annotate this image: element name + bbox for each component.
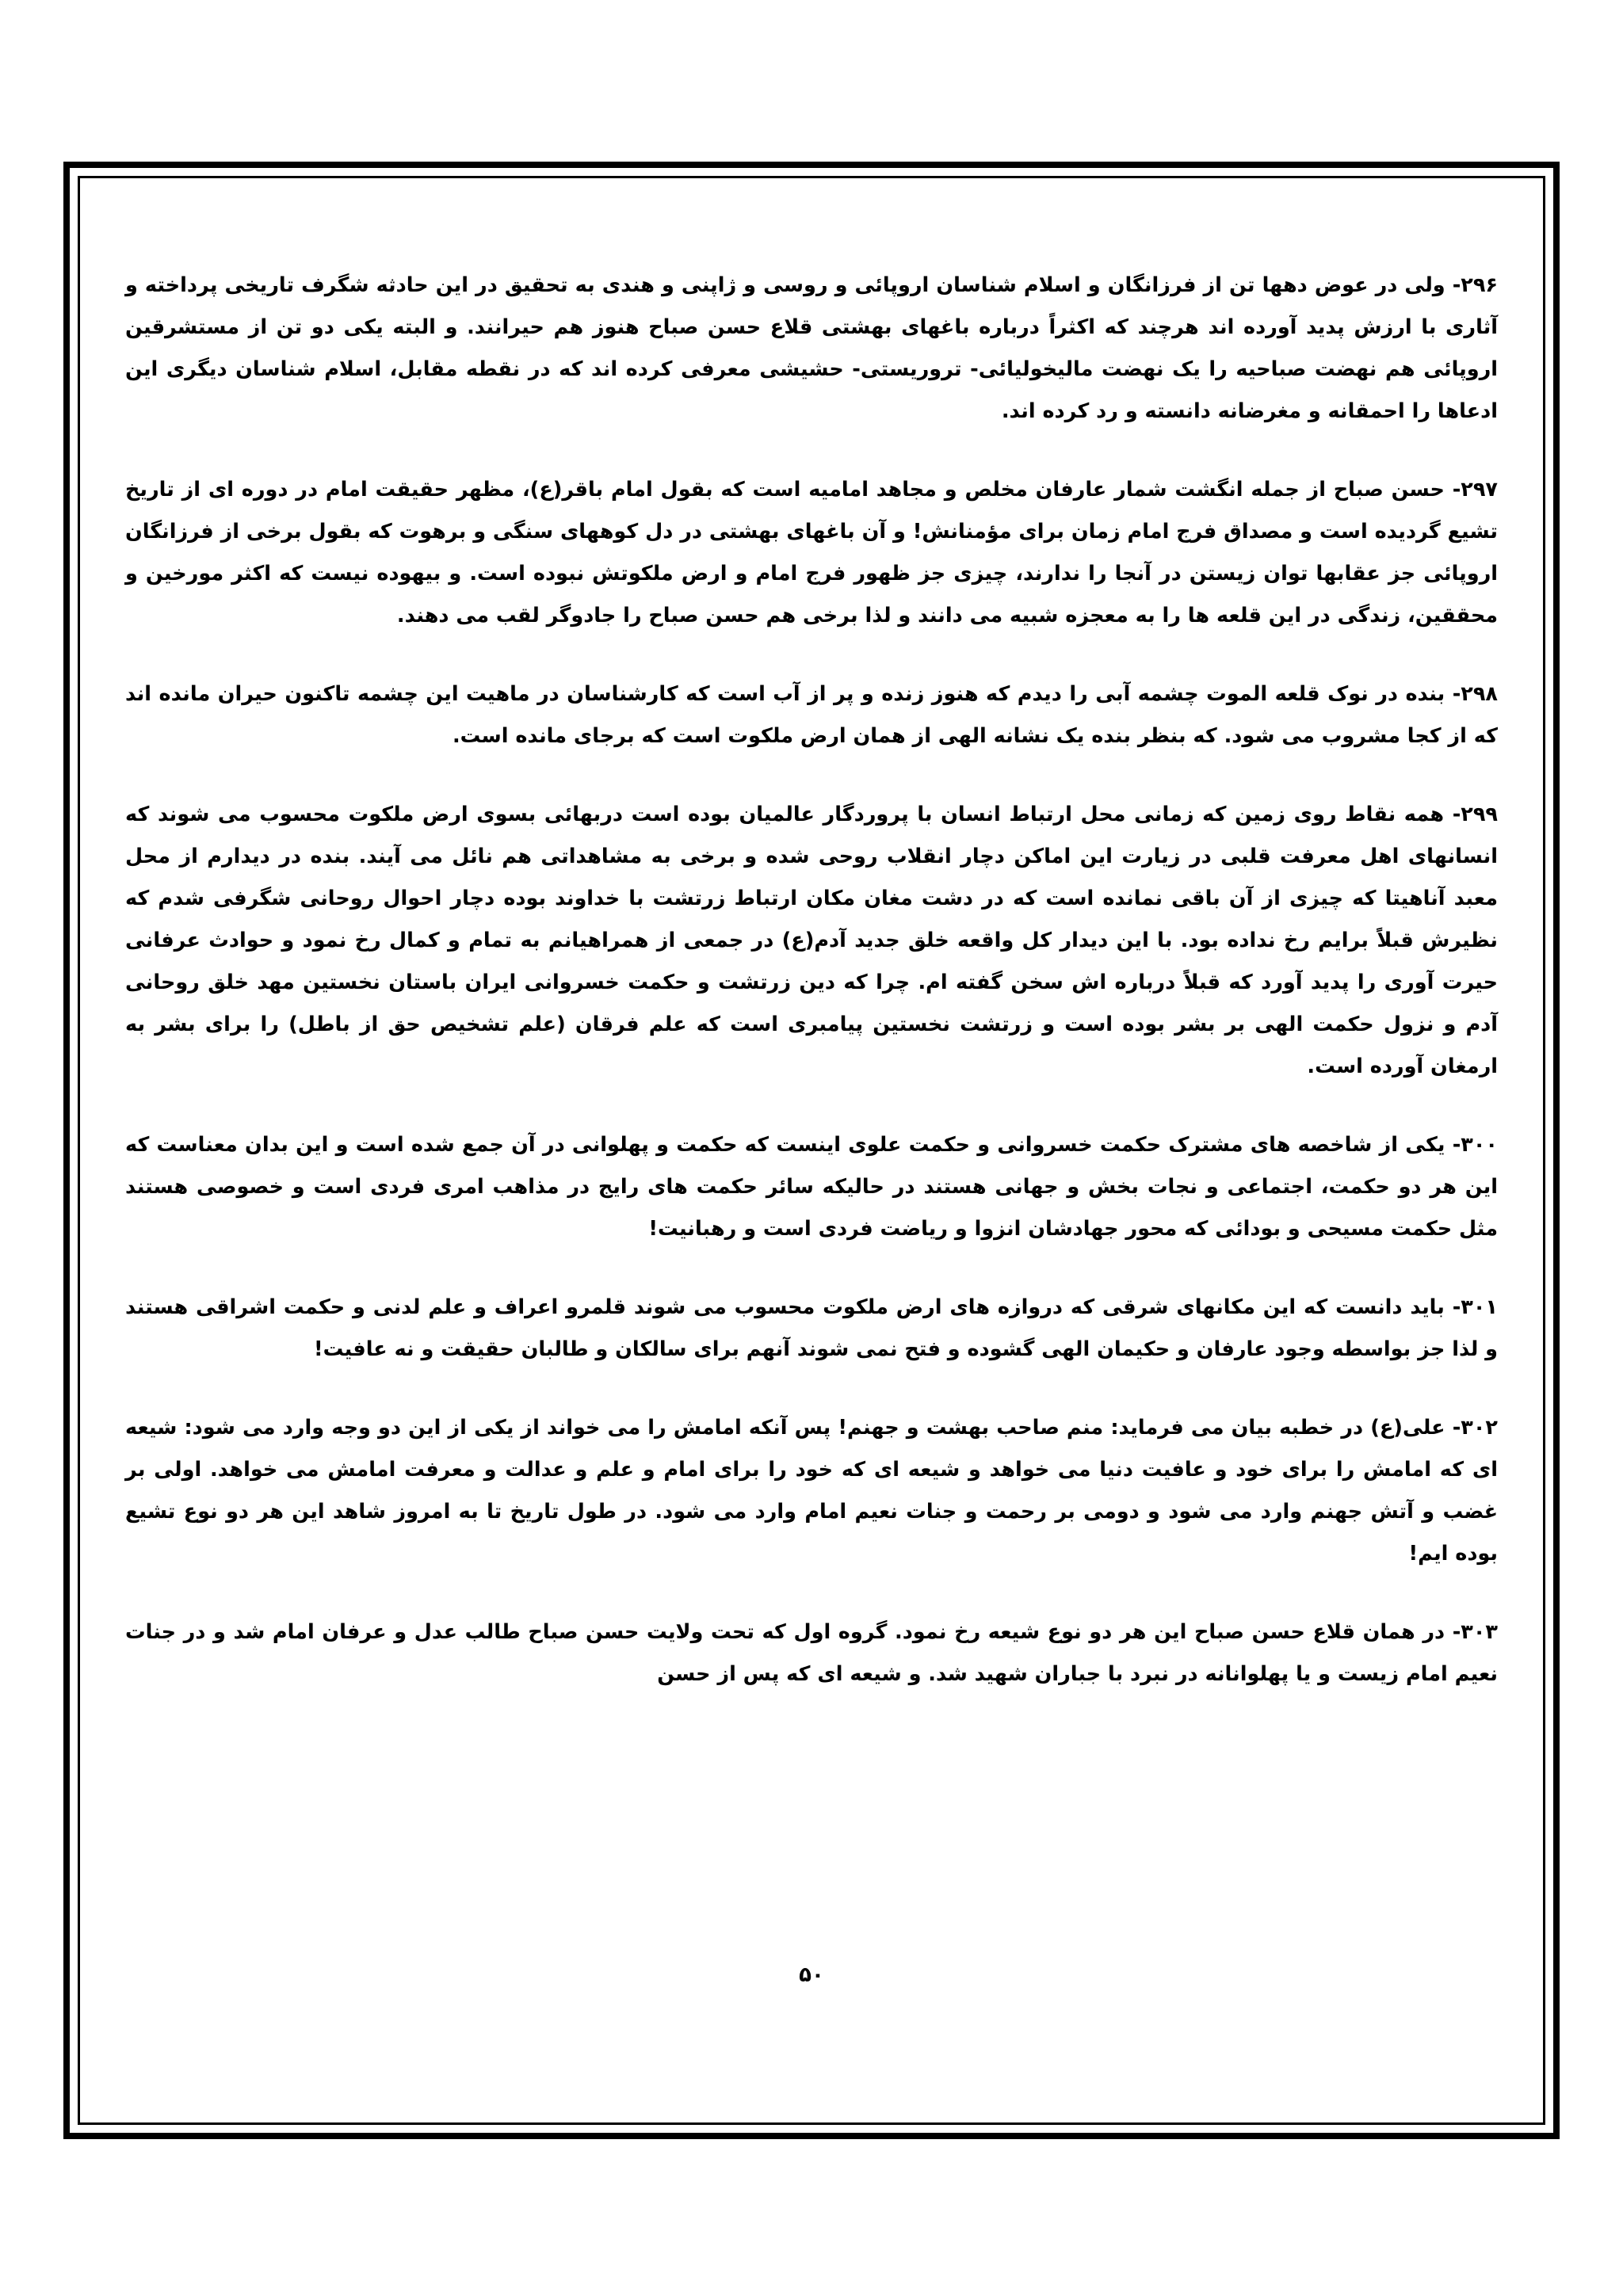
- paragraph-300: ۳۰۰- یکی از شاخصه های مشترک حکمت خسروانی و حکمت علوی اینست که حکمت و پهلوانی در آن جمع شده است و این بدان معناست که این هر دو حکمت، اجتماعی و نجات بخش و جهانی هستند در حالیکه سائر حکمت های رایج در مذاهب امری فردی است و خصوصی هستند مثل حکمت مسیحی و بودائی که محور جهادشان انزوا و ریاضت فردی است و رهبانیت!: [125, 1133, 1498, 1241]
- paragraph-302: ۳۰۲- علی(ع) در خطبه بیان می فرماید: منم صاحب بهشت و جهنم! پس آنکه امامش را می خواند از یکی از این دو وجه وارد می شود: شیعه ای که امامش را برای خود و عافیت دنیا می خواهد و شیعه ای که خود را برای امام و علم و عدالت و معرفت امامش می خواهد. اولی بر غضب و آتش جهنم وارد می شود و دومی بر رحمت و جنات نعیم امام وارد می شود. در طول تاریخ تا به امروز شاهد این هر دو نوع تشیع بوده ایم!: [125, 1416, 1498, 1566]
- paragraph-297: ۲۹۷- حسن صباح از جمله انگشت شمار عارفان مخلص و مجاهد امامیه است که بقول امام باقر(ع)، مظهر حقیقت امام در دوره ای از تاریخ تشیع گردیده است و مصداق فرج امام زمان برای مؤمنانش! و آن باغهای بهشتی در دل کوههای سنگی و برهوت که بقول برخی از فرزانگان اروپائی جز عقابها توان زیستن در آنجا را ندارند، چیزی جز ظهور فرج امام و ارض ملکوتش نبوده است. و بیهوده نیست که اکثر مورخین و محققین، زندگی در این قلعه ها را به معجزه شبیه می دانند و لذا برخی هم حسن صباح را جادوگر لقب می دهند.: [125, 478, 1498, 627]
- page-number: ۵۰: [799, 1963, 824, 1987]
- paragraph-298: ۲۹۸- بنده در نوک قلعه الموت چشمه آبی را دیدم که هنوز زنده و پر از آب است که کارشناسان در ماهیت این چشمه تاکنون حیران مانده اند که از کجا مشروب می شود. که بنظر بنده یک نشانه الهی از همان ارض ملکوت است که برجای مانده است.: [125, 682, 1498, 748]
- paragraph-296: ۲۹۶- ولی در عوض دهها تن از فرزانگان و اسلام شناسان اروپائی و روسی و ژاپنی و هندی به تحقیق در این حادثه شگرف تاریخی پرداخته و آثاری با ارزش پدید آورده اند هرچند که اکثراً درباره باغهای بهشتی قلاع حسن صباح هنوز هم حیرانند. و البته یکی دو تن از مستشرقین اروپائی هم نهضت صباحیه را یک نهضت مالیخولیائی- تروریستی- حشیشی معرفی کرده اند که در نقطه مقابل، اسلام شناسان دیگری این ادعاها را احمقانه و مغرضانه دانسته و رد کرده اند.: [125, 273, 1498, 423]
- paragraph-301: ۳۰۱- باید دانست که این مکانهای شرقی که دروازه های ارض ملکوت محسوب می شوند قلمرو اعراف و علم لدنی و حکمت اشراقی هستند و لذا جز بواسطه وجود عارفان و حکیمان الهی گشوده و فتح نمی شوند آنهم برای سالکان و طالبان حقیقت و نه عافیت!: [125, 1295, 1498, 1361]
- document-body: [125, 265, 1498, 1732]
- paragraph-303: ۳۰۳- در همان قلاع حسن صباح این هر دو نوع شیعه رخ نمود. گروه اول که تحت ولایت حسن صباح طالب عدل و عرفان امام شد و در جنات نعیم امام زیست و یا پهلوانانه در نبرد با جباران شهید شد. و شیعه ای که پس از حسن: [125, 1620, 1498, 1686]
- paragraph-299: ۲۹۹- همه نقاط روی زمین که زمانی محل ارتباط انسان با پروردگار عالمیان بوده است دربهائی بسوی ارض ملکوت محسوب می شوند که انسانهای اهل معرفت قلبی در زیارت این اماکن دچار انقلاب روحی شده و برخی به مشاهداتی هم نائل می آیند. بنده در دیدارم از محل معبد آناهیتا که چیزی از آن باقی نمانده است که در دشت مغان مکان ارتباط زرتشت با خداوند بوده دچار احوال روحانی شگرفی شدم که نظیرش قبلاً برایم رخ نداده بود. با این دیدار کل واقعه خلق جدید آدم(ع) در جمعی از همراهیانم به تمام و کمال رخ نمود و حوادث عرفانی حیرت آوری را پدید آورد که قبلاً درباره اش سخن گفته ام. چرا که دین زرتشت و حکمت خسروانی ایران باستان نخستین مهد خلق روحانی آدم و نزول حکمت الهی بر بشر بوده است و زرتشت نخستین پیامبری است که علم فرقان (علم تشخیص حق از باطل) را برای بشر به ارمغان آورده است.: [125, 803, 1498, 1078]
